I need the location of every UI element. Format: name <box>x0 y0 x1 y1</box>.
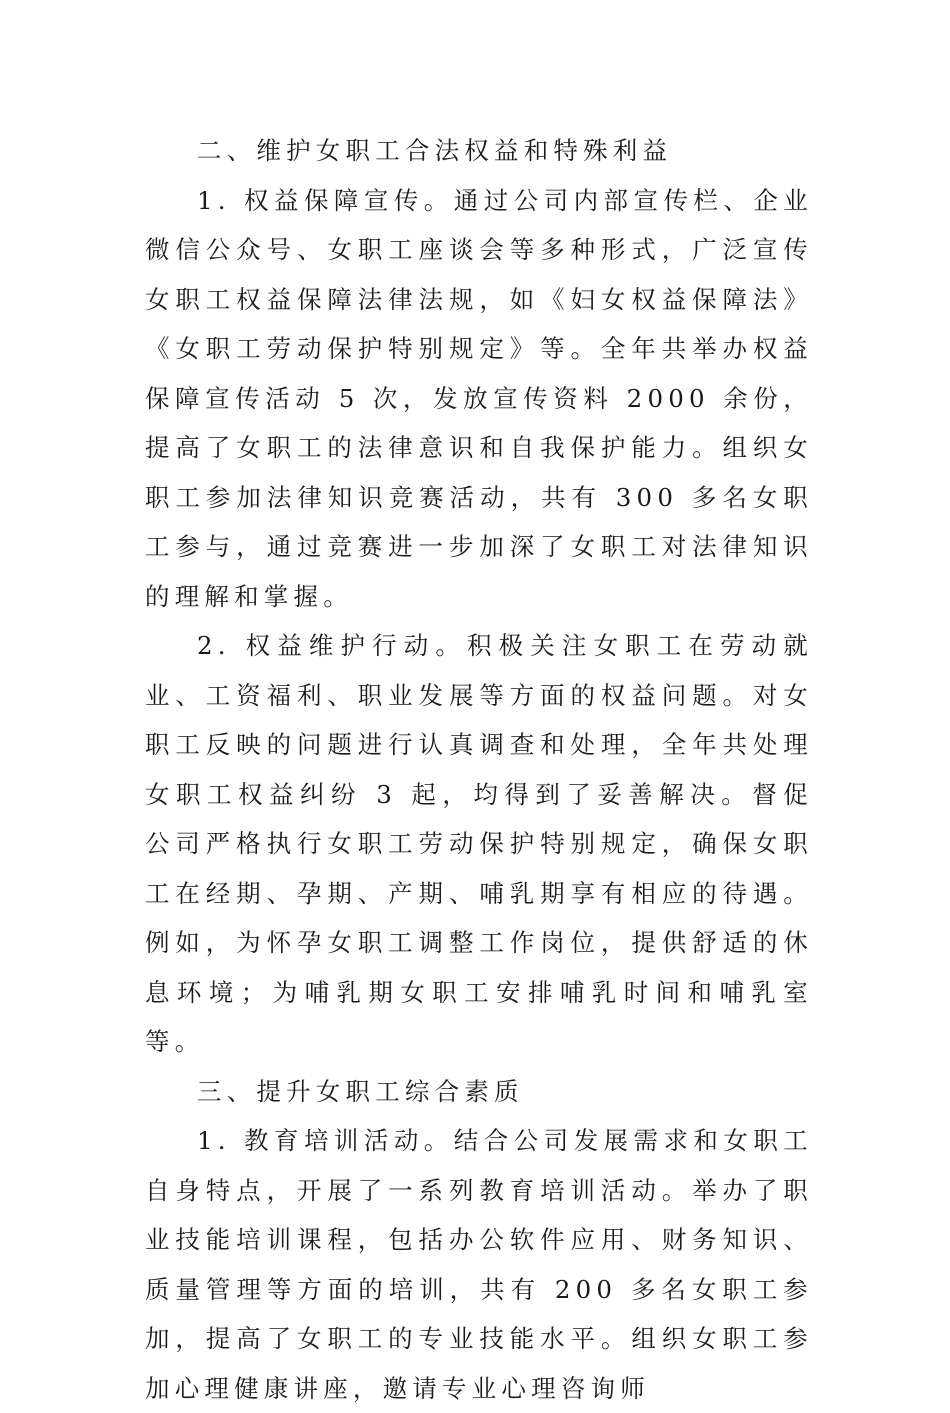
section-heading-3: 三、提升女职工综合素质 <box>197 1076 524 1106</box>
document-body <box>145 126 813 1413</box>
section-heading-2: 二、维护女职工合法权益和特殊利益 <box>197 136 673 165</box>
paragraph-education-training: 1. 教育培训活动。结合公司发展需求和女职工自身特点，开展了一系列教育培训活动。举办了职业技能培训课程，包括办公软件应用、财务知识、质量管理等方面的培训，共有 200 多名女职工参加，提高了女职工的专业技能水平。组织女职工参加心理健康讲座，邀请专业心理咨询师 <box>145 1126 813 1403</box>
paragraph-rights-protection: 2. 权益维护行动。积极关注女职工在劳动就业、工资福利、职业发展等方面的权益问题。对女职工反映的问题进行认真调查和处理，全年共处理女职工权益纠纷 3 起，均得到了妥善解决。督促公司严格执行女职工劳动保护特别规定，确保女职工在经期、孕期、产期、哺乳期享有相应的待遇。例如，为怀孕女职工调整工作岗位，提供舒适的休息环境；为哺乳期女职工安排哺乳时间和哺乳室等。 <box>145 631 813 1056</box>
paragraph-rights-publicity: 1. 权益保障宣传。通过公司内部宣传栏、企业微信公众号、女职工座谈会等多种形式，广泛宣传女职工权益保障法律法规，如《妇女权益保障法》《女职工劳动保护特别规定》等。全年共举办权益保障宣传活动 5 次，发放宣传资料 2000 余份，提高了女职工的法律意识和自我保护能力。组织女职工参加法律知识竞赛活动，共有 300 多名女职工参与，通过竞赛进一步加深了女职工对法律知识的理解和掌握。 <box>145 185 813 611</box>
